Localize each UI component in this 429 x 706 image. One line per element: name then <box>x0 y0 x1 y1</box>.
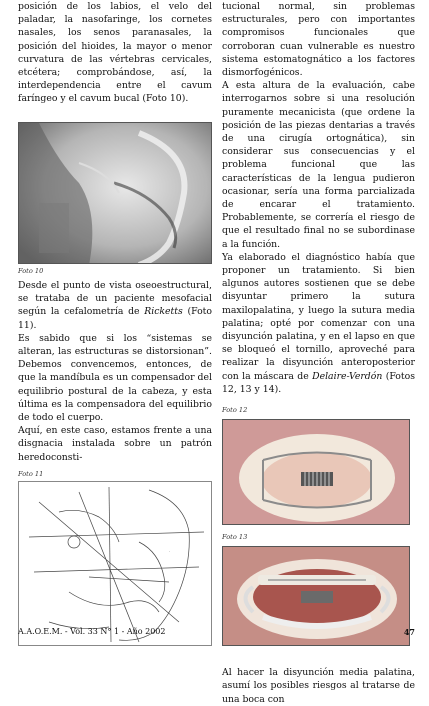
figure-caption: Foto 12 <box>222 406 248 415</box>
paragraph-text: Ya elaborado el diagnóstico había que proponer un tratamiento. Si bien algunos autores sostienen que se debe disyuntar primero la sutura maxilopalatina, y luego la sutura media palatina; opté por comenzar con una disyunción palatina, y en el lapso en que se bloqueó el tornillo, aproveché para realizar la disyunción anteroposterior con la máscara de <box>222 251 415 382</box>
author-name: Delaire-Verdón <box>312 370 383 382</box>
cephalometric-tracing-image <box>18 481 212 646</box>
journal-footer: A.A.O.E.M. - Vol. 33 N° 1 - Año 2002 <box>18 627 166 636</box>
paragraph: Aquí, en este caso, estamos frente a una disgnacia instalada sobre un patrón heredoconsti- <box>18 425 212 463</box>
figure-caption: Foto 13 <box>222 533 248 542</box>
paragraph-text: Desde el punto de vista oseoestructural, se trataba de un paciente mesofacial según la cefalometría de <box>18 280 212 318</box>
intraoral-icon <box>223 547 410 646</box>
page-number: 47 <box>403 627 415 637</box>
paragraph <box>222 251 415 396</box>
paragraph <box>18 279 212 332</box>
expander-icon <box>223 420 410 525</box>
left-column <box>18 0 212 646</box>
paragraph: Es sabido que si los “sistemas se alteran, las estructuras se distorsionan”. Debemos convencemos, entonces, de que la mandíbula es un compensador del equilibrio postural de la cabeza, y esta última es la compensadora del equilibrio de todo el cuerpo. <box>18 332 212 424</box>
radiograph-image <box>18 122 212 264</box>
paragraph: A esta altura de la evaluación, cabe interrogarnos sobre si una resolución puramente mecanicista (que ordene la posición de las piezas dentarias a través de una cirugía ortognática), sin considerar sus consecuencias y el problema funcional que las características de la lengua pudieron ocasionar, sería una forma parcializada de encarar el tratamiento. Probablemente, se correría el riesgo de que el resultado final no se subordinase a la función. <box>222 80 415 250</box>
paragraph: Al hacer la disyunción media palatina, asumí los posibles riesgos al tratarse de una boca con <box>222 667 415 705</box>
paragraph: tucional normal, sin problemas estructurales, pero con importantes compromisos funcionales que corroboran cuan vulnerable es nuestro sistema estomatognático a los factores dismorfogénicos. <box>222 1 415 79</box>
radiograph-icon <box>19 123 212 264</box>
figure-caption: Foto 10 <box>18 267 44 275</box>
paragraph: posición de los labios, el velo del paladar, la nasofaringe, los cornetes nasales, los senos paranasales, la posición del hioides, la mayor o menor curvatura de las vértebras cervicales, etcétera; comprobándose, así, la interdependencia entre el cavum faríngeo y el cavum bucal (Foto 10). <box>18 1 212 105</box>
right-column <box>222 0 415 706</box>
svg-text:.: . <box>169 548 171 553</box>
palatal-expander-photo <box>222 419 410 525</box>
author-name: Ricketts <box>144 306 183 318</box>
figure-caption: Foto 11 <box>18 469 44 478</box>
intraoral-expander-photo <box>222 546 410 646</box>
tracing-icon <box>19 482 212 646</box>
paragraph-text: (Foto 11). <box>18 306 212 331</box>
paragraph-text: (Fotos 12, 13 y 14). <box>222 370 415 395</box>
